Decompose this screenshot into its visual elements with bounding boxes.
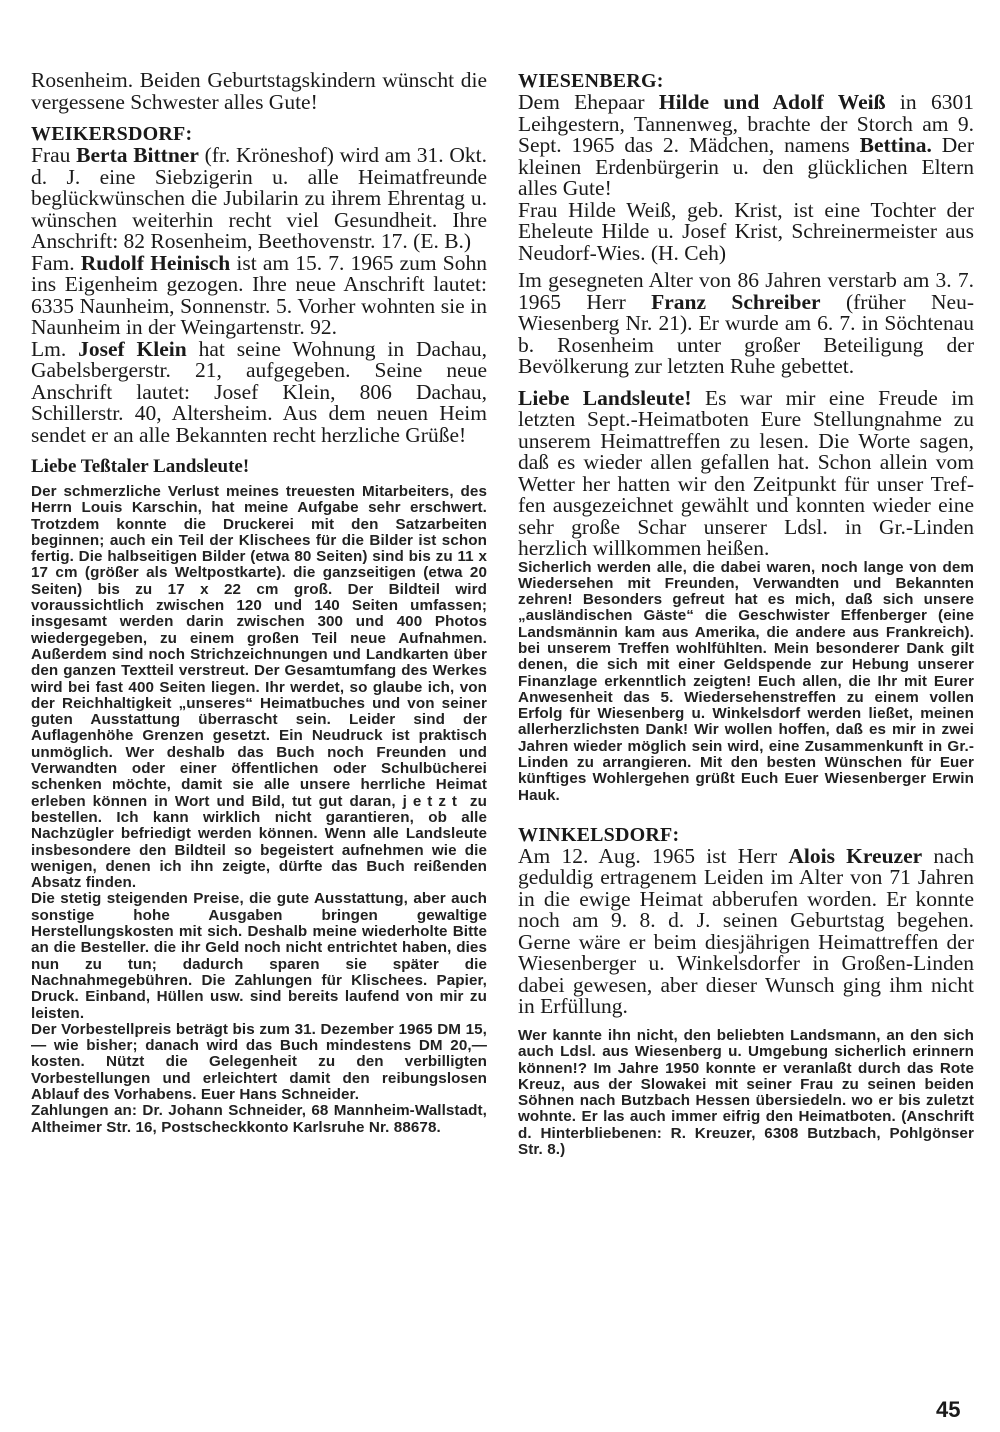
paragraph	[31, 484, 487, 891]
paragraph: Zahlungen an: Dr. Johann Schneider, 68 Mannheim-Wallstadt, Altheimer Str. 16, Postscheckkonto Karlsruhe Nr. 88678.	[31, 1102, 487, 1136]
text: zu bestellen. Ich kann wirklich nicht garantieren, ob alle Nachzügler befriedigt werden können. Wenn alle Landsleute insbesondere den Bildteil so begeistert aufnehmen wie die wenigen, denen ich ihn zeigte, dürfte das Buch reißenden Absatz finden.	[31, 792, 488, 892]
paragraph	[518, 92, 974, 200]
section-landsleute-letter	[518, 385, 974, 804]
section-weikersdorf	[31, 123, 487, 446]
person-name: Josef Klein	[78, 336, 187, 361]
text: Lm.	[31, 336, 79, 361]
paragraph	[31, 336, 487, 447]
text: Am 12. Aug. 1965 ist Herr	[518, 843, 789, 868]
section-heading: WIESENBERG:	[518, 70, 664, 92]
text: ist am 15. 7. 1965 zum Sohn ins Eigenheim gezogen. Ihre neue Anschrift lautet: 6335 Naunheim, Sonnenstr. 5. Vorher wohnten sie in Naunheim in der Weingartenstr. 92.	[31, 250, 487, 339]
salutation: Liebe Landsleute!	[518, 385, 692, 410]
text: nach geduldig ertragenem Leiden im Alter von 71 Jahren in die ewige Heimat abberufen worden. Er konnte noch am 9. 8. d. J. seinen Geburtstag begehen. Gerne wäre er beim diesjährigen Heimattreffen der Wiesenberger u. Winkelsdorfer in Großen-Linden dabei gewesen, aber dieser Wunsch ging ihm nicht in Erfüllung.	[518, 843, 974, 1019]
paragraph	[518, 270, 974, 378]
paragraph	[518, 385, 974, 560]
text: Sicherlich werden alle, die dabei waren, noch lange von dem Wiedersehen mit Freunden, Verwandten und Bekannten zehren! Besonders gefreut hat es mich, daß sich unsere „ausländischen Gäste“ die Geschwister Effenberger (eine Landsmännin kam aus Amerika, die andere aus Frankreich). bei unserem Treffen wohlfühlten. Mein besonderer Dank gilt denen, die sich mit einer Geldspende zur Hebung unserer Finanzlage erkenntlich zeigten! Euch allen, die Ihr mit Eurer Anwesenheit das 5. Wiedersehenstreffen zu einem vollen Erfolg für Wiesenberg u. Winkelsdorf werden ließet, meinen allerherzlichsten Dank! Wir wollen hoffen, daß es mir in zwei Jahren wieder möglich sein wird, eine Zusammenkunft in Gr.-Linden zu arrangieren. Mit den besten Wünschen für Euer künftiges Wohlergehen grüßt Euch Euer Wiesenberger	[518, 558, 974, 788]
paragraph	[31, 145, 487, 253]
person-name: Hilde und Adolf Weiß	[658, 90, 886, 114]
emphasis-spaced: jetzt	[402, 792, 463, 810]
paragraph: Die stetig steigenden Preise, die gute Ausstattung, aber auch sonstige hohe Ausgaben bringen gewaltige Herstellungskosten mit sich. Deshalb meine wiederholte Bitte an die Besteller. die ihr Geld noch nicht entrichtet haben, dies nun zu tun; dadurch sparen sie später die Nachnahmegebühren. Die Zahlungen für Klischees. Papier, Druck. Einband, Hüllen usw. sind bereits laufend von mir zu leisten.	[31, 890, 487, 1022]
section-heading: Liebe Teßtaler Landsleute!	[31, 456, 250, 477]
text: (fr. Kröneshof) wird am 31. Okt. d. J. eine Siebzigerin u. alle Heimatfreunde beglückwünschen die Jubilarin zu ihrem Ehrentag u. wünschen weiterhin recht viel Gesundheit. Ihre Anschrift: 82 Rosenheim, Beethovenstr. 17. (E. B.)	[31, 143, 487, 253]
person-name: Alois Kreuzer	[788, 843, 923, 868]
text: hat seine Wohnung in Dachau, Gabelsbergerstr. 21, aufgegeben. Seine neue Anschrift lautet: Josef Klein, 806 Dachau, Schillerstr. 40, Altersheim. Aus dem neuen Heim sendet er an alle Bekannten recht herzliche Grüße!	[31, 336, 487, 447]
text: Der schmerzliche Verlust meines treuesten Mitarbeiters, des Herrn Louis Karschin, hat meine Aufgabe sehr erschwert. Trotzdem konnte die Druckerei mit den Satzarbeiten beginnen; auch ein Teil der Klischees für die Bilder ist schon fertig. Die halbseitigen Bilder (etwa 80 Seiten) sind bis zu 11 x 17 cm (größer als Weltpostkarte). die ganzseitigen (etwa 20 Seiten) bis zu 17 x 22 cm groß. Der Bildteil wird voraussichtlich zwischen 120 und 140 Seiten umfassen; insgesamt werden darin zwischen 300 und 400 Photos wiedergegeben, zu einem großen Teil neue Aufnahmen. Außerdem sind noch Strichzeichnungen und Landkarten über den ganzen Textteil verstreut. Der Gesamtumfang des Werkes wird bei fast 400 Seiten liegen. Ihr werdet, so glaube ich, von der Reichhaltigkeit „unseres“ Heimatbuches und von seiner guten Ausstattung überrascht sein. Leider sind der Auflagenhöhe Grenzen gesetzt. Ein Neudruck ist praktisch unmöglich. Wer deshalb das Buch noch Freunden und Verwandten oder einer öffentlichen oder Schulbücherei schenken möchte, damit sie alle unsere herrliche Heimat erleben können in Wort und Bild, tut gut daran,	[31, 483, 487, 810]
person-name: Franz Schreiber	[651, 289, 821, 314]
paragraph	[518, 843, 974, 1019]
text: Dem Ehepaar	[518, 90, 659, 114]
section-heading: WEIKERSDORF:	[31, 123, 193, 145]
paragraph: Wer kannte ihn nicht, den beliebten Landsmann, an den sich auch Ldsl. aus Wiesenberg u. Umgebung sicherlich erinnern können!? Im Jahre 1950 konnte er veranlaßt durch das Rote Kreuz, aus der Slowakei mit seiner Frau zu seinen beiden Söhnen nach Butzbach Hessen übersiedeln. wo er bis zuletzt wohnte. Er las auch immer eifrig den Heimatboten. (Anschrift d. Hinterbliebenen: R. Kreuzer, 6308 Butzbach, Pohlgönser Str. 8.)	[518, 1026, 974, 1159]
text: Es war mir eine Freude im letzten Sept.-Heimatboten Eure Stellungnahme zu unserem Heimattreffen zu lesen. Die Worte sagen, daß es wieder allen gefallen hat. Schon allein vom Wetter her hatten wir den Zeitpunkt für unser Treffen ausgezeichnet gewählt und konnten wieder eine sehr große Schar unserer Ldsl. in Gr.-Linden herzlich willkommen heißen.	[518, 385, 974, 560]
paragraph	[31, 250, 487, 339]
section-wiesenberg	[518, 70, 974, 378]
person-name: Berta Bittner	[76, 143, 199, 167]
text: Fam.	[31, 250, 81, 275]
person-name: Rudolf Heinisch	[80, 250, 231, 275]
text: in 6301 Leihgestern, Tannenweg, brachte der Storch am 9. Sept. 1965 das 2. Mädchen, namens	[518, 90, 974, 157]
text: (früher Neu-Wiesenberg Nr. 21). Er wurde am 6. 7. in Söchtenau b. Rosenheim unter großer Beteiligung der Bevölkerung zur letzten Ruhe gebettet.	[518, 289, 974, 378]
text: Der kleinen Erdenbürgerin u. den glücklichen Eltern alles Gute!	[518, 133, 975, 200]
text: Im gesegneten Alter von 86 Jahren verstarb am 3. 7. 1965 Herr	[518, 268, 974, 314]
paragraph	[518, 560, 974, 804]
section-winkelsdorf	[518, 824, 974, 1158]
paragraph: Der Vorbestellpreis beträgt bis zum 31. Dezember 1965 DM 15,— wie bisher; danach wird das Buch mindestens DM 20,— kosten. Nützt die Gelegenheit zu den verbilligten Vorbestellungen und erleichtert damit den reibungslosen Ablauf des Vorhabens. Euer Hans Schneider.	[31, 1020, 487, 1103]
text: Frau	[31, 143, 77, 167]
left-column	[31, 70, 487, 1136]
section-tesstaler	[31, 456, 487, 1136]
person-name: Bettina.	[859, 133, 932, 157]
page-number: 45	[936, 1397, 961, 1422]
intro-paragraph: Rosenheim. Beiden Geburtstagskindern wünscht die vergessene Schwester alles Gute!	[31, 68, 487, 114]
paragraph: Frau Hilde Weiß, geb. Krist, ist eine Tochter der Eheleute Hilde u. Josef Krist, Schreinermeister aus Neudorf-Wies. (H. Ceh)	[518, 197, 974, 265]
section-heading: WINKELSDORF:	[518, 823, 680, 846]
signature: Erwin Hauk.	[518, 770, 974, 804]
right-column	[518, 70, 974, 1158]
